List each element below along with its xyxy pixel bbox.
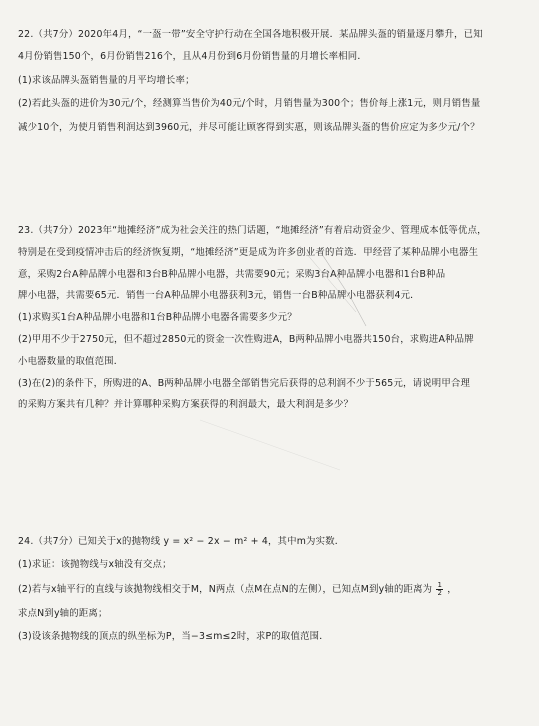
q23-line-2: 特别是在受到疫情冲击后的经济恢复期，“地摊经济”更是成为许多创业者的首选．甲经营了某种品牌小电器生 bbox=[18, 246, 479, 258]
question-24 bbox=[18, 536, 523, 654]
q24-line-4: 求点N到y轴的距离； bbox=[18, 608, 108, 619]
q23-line-4: 牌小电器，共需要65元．销售一台A种品牌小电器获利3元，销售一台B种品牌小电器获利4元． bbox=[18, 290, 420, 302]
question-23 bbox=[18, 225, 523, 421]
q22-line-2: 4月份销售150个，6月份销售216个，且从4月份到6月份销售量的月增长率相同． bbox=[18, 51, 367, 62]
q24-line-5: (3)设该条抛物线的顶点的纵坐标为P，当−3≤m≤2时，求P的取值范围． bbox=[18, 631, 329, 642]
q24-line-3 bbox=[18, 582, 523, 597]
q24-line-3-text: (2)若与x轴平行的直线与该抛物线相交于M，N两点（点M在点N的左侧），已知点M到y轴的距离为 bbox=[18, 584, 433, 595]
fraction-denominator: 2 bbox=[437, 589, 443, 597]
q24-line-2: (1)求证：该抛物线与x轴没有交点； bbox=[18, 559, 172, 570]
q23-line-8: (3)在(2)的条件下，所购进的A、B两种品牌小电器全部销售完后获得的总利润不少于565元，请说明甲合理 bbox=[18, 377, 471, 389]
question-22 bbox=[18, 29, 523, 134]
fraction-numerator: 1 bbox=[437, 582, 443, 589]
q24-line-3-punct: ， bbox=[447, 584, 457, 595]
q24-line-1: 24.（共7分）已知关于x的抛物线 y = x² − 2x − m² + 4，其中m为实数． bbox=[18, 536, 345, 547]
q22-line-3: (1)求该品牌头盔销售量的月平均增长率； bbox=[18, 75, 195, 86]
fraction-one-half bbox=[436, 582, 443, 597]
q23-line-6: (2)甲用不少于2750元，但不超过2850元的资金一次性购进A，B两种品牌小电器共150台，求购进A种品牌 bbox=[18, 333, 474, 345]
q23-line-7: 小电器数量的取值范围． bbox=[18, 355, 124, 367]
q22-line-1: 22.（共7分）2020年4月，“一盔一带”安全守护行动在全国各地积极开展．某品牌头盔的销量逐月攀升，已知 bbox=[18, 29, 483, 40]
q23-line-9: 的采购方案共有几种？并计算哪种采购方案获得的利润最大，最大利润是多少？ bbox=[18, 399, 354, 411]
q23-line-5: (1)求购买1台A种品牌小电器和1台B种品牌小电器各需要多少元？ bbox=[18, 312, 297, 324]
q23-line-1: 23.（共7分）2023年“地摊经济”成为社会关注的热门话题，“地摊经济”有着启动资金少、管理成本低等优点， bbox=[18, 225, 487, 236]
q22-line-4: (2)若此头盔的进价为30元/个，经测算当售价为40元/个时，月销售量为300个；售价每上涨1元，则月销售量 bbox=[18, 98, 481, 109]
q22-line-5: 减少10个，为使月销售利润达到3960元，并尽可能让顾客得到实惠，则该品牌头盔的售价应定为多少元/个？ bbox=[18, 122, 480, 133]
q23-line-3: 意，采购2台A种品牌小电器和3台B种品牌小电器，共需要90元；采购3台A种品牌小电器和1台B种品 bbox=[18, 268, 446, 280]
